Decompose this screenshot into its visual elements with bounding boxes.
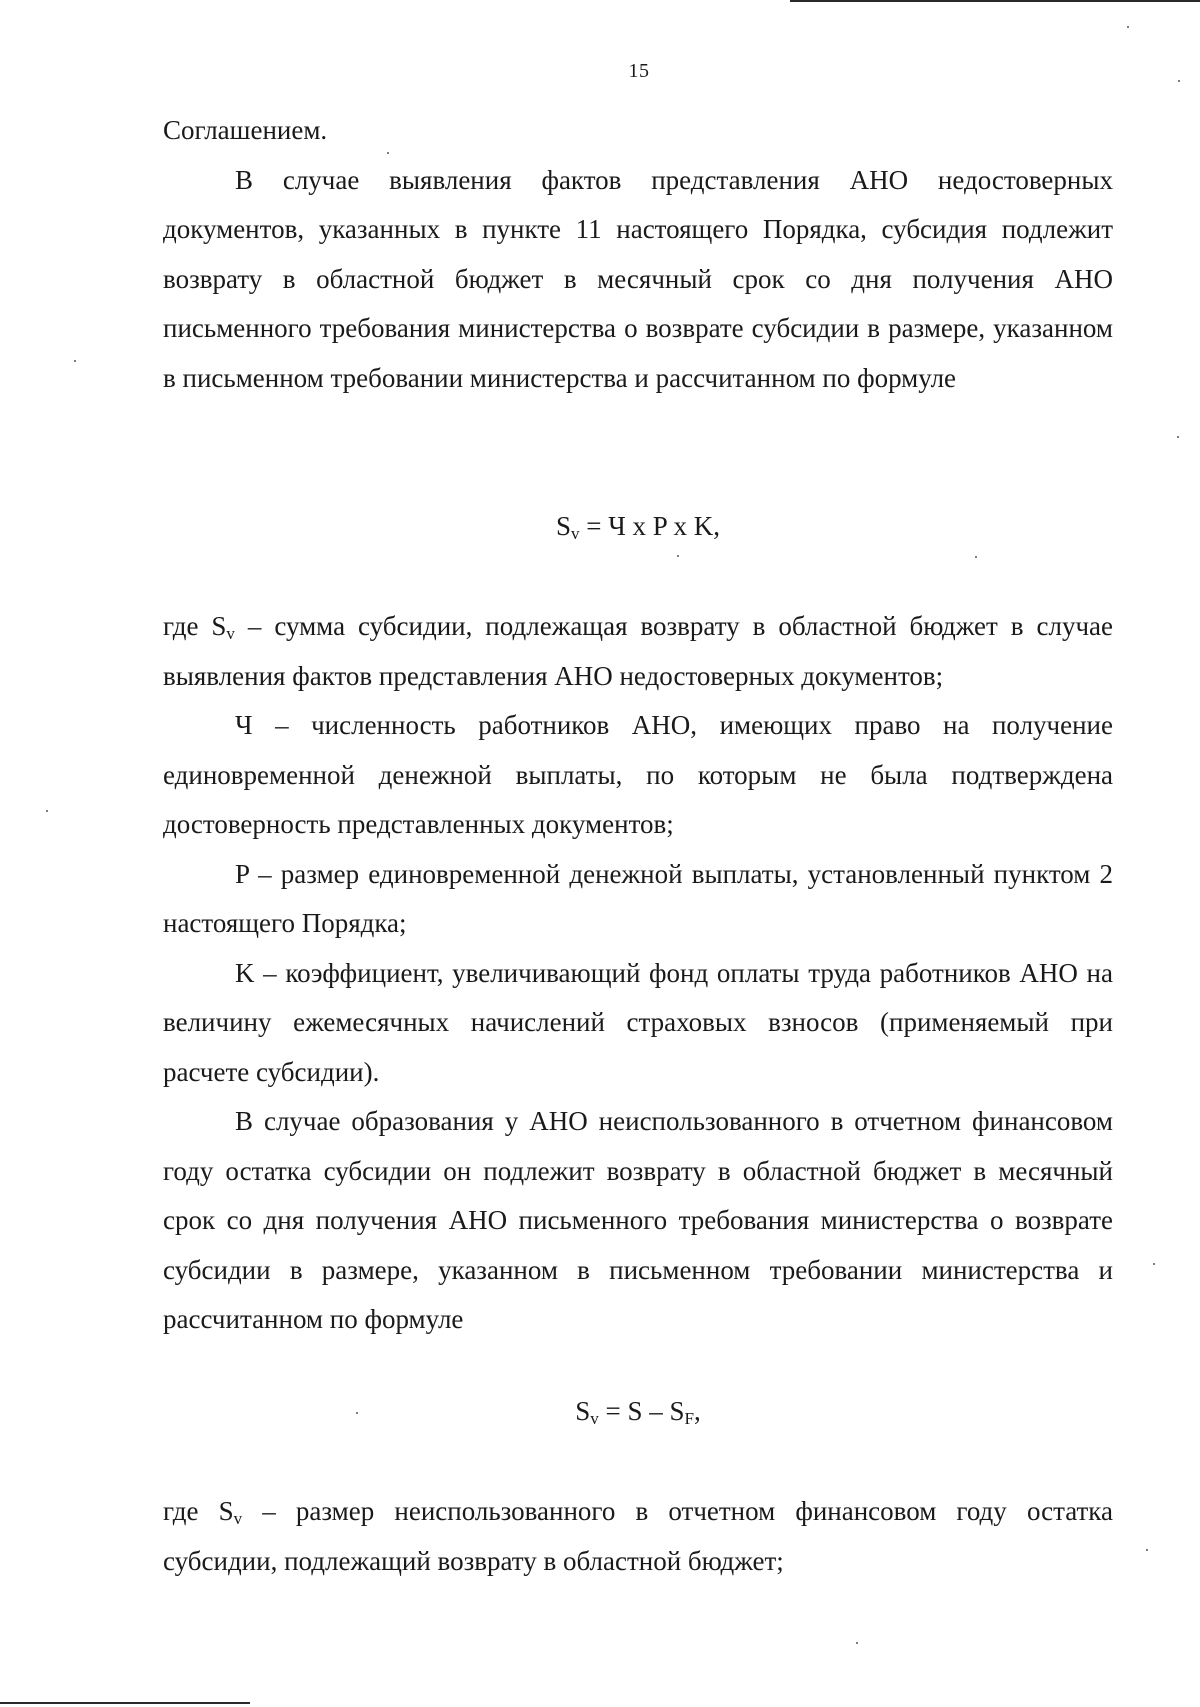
top-edge-line: [790, 0, 1200, 2]
scan-speck: [975, 556, 977, 558]
definition-sv-1-subscript: v: [226, 624, 235, 643]
document-body: [163, 106, 1113, 403]
formula-sv-s-sf: [163, 1387, 1113, 1437]
scan-speck: [1146, 1549, 1148, 1551]
formula-1-subscript: v: [570, 524, 580, 543]
definition-sv-2-start: где S: [163, 1496, 234, 1526]
formula-2-expression: = S – S: [598, 1396, 685, 1426]
definition-sv-2-rest: – размер неиспользованного в отчетном финансовом году остатка субсидии, подлежащий возврату в областной бюджет;: [163, 1496, 1114, 1576]
definition-sv-1: [163, 602, 1113, 701]
definition-sv-1-start: где S: [163, 611, 227, 641]
formula-block-1: [163, 502, 1113, 552]
definition-sv-1-rest: – сумма субсидии, подлежащая возврату в областной бюджет в случае выявления фактов представления АНО недостоверных документов;: [163, 611, 1113, 691]
formula-2-comma: ,: [694, 1396, 701, 1426]
formula-1-expression: = Ч x P x K,: [579, 511, 721, 541]
document-body-2: [163, 602, 1113, 1345]
formula-2-symbol: S: [575, 1396, 591, 1426]
page-number: 15: [628, 60, 650, 82]
formula-block-2: [163, 1387, 1113, 1437]
scan-speck: [46, 810, 48, 812]
definition-sv-2-subscript: v: [233, 1509, 243, 1528]
definition-ch: Ч – численность работников АНО, имеющих право на получение единовременной денежной выплаты, по которым не была подтверждена достоверность представленных документов;: [163, 710, 1113, 839]
document-body-3: [163, 1487, 1113, 1586]
formula-sv-chpk: [163, 502, 1113, 552]
scan-speck: [856, 1642, 858, 1644]
formula-2-subscript-f: F: [684, 1409, 694, 1428]
paragraph-return-false-docs: В случае выявления фактов представления АНО недостоверных документов, указанных в пункте 11 настоящего Порядка, субсидия подлежит возврату в областной бюджет в месячный срок со дня получения АНО письменного требования министерства о возврате субсидии в размере, указанном в письменном требовании министерства и рассчитанном по формуле: [163, 164, 1113, 393]
scan-speck: [74, 360, 76, 362]
scan-speck: [1127, 26, 1129, 28]
definition-k: K – коэффициент, увеличивающий фонд оплаты труда работников АНО на величину ежемесячных начислений страховых взносов (применяемый при расчете субсидии).: [163, 957, 1113, 1087]
bottom-edge-line: [0, 1702, 250, 1704]
scan-speck: [1178, 80, 1180, 82]
definition-sv-2: [163, 1487, 1113, 1586]
definition-p: P – размер единовременной денежной выплаты, установленный пунктом 2 настоящего Порядка;: [163, 858, 1113, 938]
formula-1-symbol: S: [555, 511, 571, 541]
paragraph-return-unused: В случае образования у АНО неиспользованного в отчетном финансовом году остатка субсидии он подлежит возврату в областной бюджет в месячный срок со дня получения АНО письменного требования министерства о возврате субсидии в размере, указанном в письменном требовании министерства и рассчитанном по формуле: [163, 1106, 1113, 1334]
scan-speck: [677, 555, 679, 557]
scan-speck: [1177, 436, 1179, 438]
scan-speck: [1153, 1263, 1155, 1265]
formula-2-subscript-v: v: [590, 1409, 599, 1428]
paragraph-continuation: Соглашением.: [163, 115, 328, 145]
scan-speck: [356, 1412, 358, 1414]
scan-speck: [387, 152, 389, 154]
